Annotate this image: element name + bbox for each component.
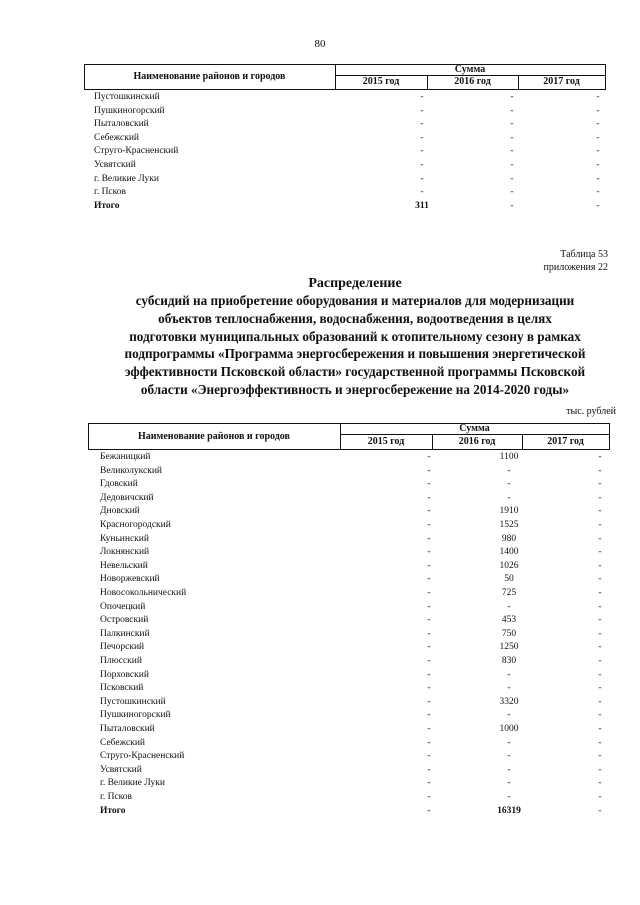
table-row — [0, 683, 640, 696]
value-2017: - — [598, 492, 602, 503]
value-2017: - — [598, 710, 602, 721]
value-2016: - — [510, 200, 514, 211]
value-2017: - — [598, 628, 602, 639]
table-row — [0, 574, 640, 587]
table2-col-name: Наименование районов и городов — [138, 431, 290, 442]
row-name: Итого — [100, 805, 126, 816]
value-2015: - — [420, 119, 424, 130]
value-2016: 16319 — [497, 805, 521, 816]
value-2017: - — [598, 601, 602, 612]
value-2016: 725 — [501, 588, 517, 598]
row-name: Новоржевский — [100, 574, 160, 585]
table2-year-2016: 2016 год — [458, 436, 496, 447]
row-name: Пустошкинский — [94, 92, 160, 102]
table-row — [0, 778, 640, 791]
table-row — [0, 174, 640, 187]
value-2015: - — [427, 751, 431, 762]
value-2015: - — [427, 574, 431, 585]
table-number: Таблица 53 — [560, 249, 608, 260]
value-2017: - — [598, 724, 602, 734]
value-2016: 1400 — [499, 547, 519, 558]
value-2015: - — [427, 533, 431, 544]
table-row — [0, 493, 640, 506]
table-row — [0, 710, 640, 723]
row-name: Пустошкинский — [100, 696, 166, 707]
value-2016: 830 — [501, 656, 517, 666]
value-2016: 1100 — [499, 452, 519, 462]
table2-col-sum: Сумма — [459, 423, 490, 434]
table-row — [0, 133, 640, 146]
row-name: Плюсский — [100, 656, 142, 666]
row-name: Струго-Красненский — [100, 751, 185, 762]
row-name: Невельский — [100, 560, 148, 571]
row-name: Порховский — [100, 669, 149, 680]
value-2017: - — [598, 506, 602, 517]
value-2016: - — [510, 105, 514, 116]
row-name: Себежский — [94, 132, 139, 143]
table-row — [0, 201, 640, 214]
value-2017: - — [598, 547, 602, 558]
value-2015: - — [427, 642, 431, 653]
value-2015: - — [427, 805, 431, 816]
row-name: Дновский — [100, 506, 140, 517]
table1-col-sum: Сумма — [454, 64, 486, 75]
table2-year-2015: 2015 год — [367, 436, 405, 447]
value-2015: - — [427, 683, 431, 694]
value-2015: - — [427, 628, 431, 639]
table1-year-2017: 2017 год — [543, 76, 580, 87]
row-name: Пыталовский — [94, 119, 149, 130]
value-2016: - — [510, 119, 514, 130]
value-2016: 1000 — [499, 724, 519, 734]
value-2015: - — [420, 187, 424, 198]
value-2016: 50 — [504, 574, 514, 585]
table-row — [0, 119, 640, 132]
table-row — [0, 534, 640, 547]
row-name: Псковский — [100, 683, 144, 694]
row-name: Бежаницкий — [100, 452, 151, 462]
value-2016: 1026 — [499, 560, 519, 571]
value-2017: - — [598, 465, 602, 476]
value-2016: - — [507, 778, 511, 789]
table-row — [0, 452, 640, 465]
row-name: Пыталовский — [100, 724, 155, 734]
table1-year-2016: 2016 год — [454, 76, 491, 87]
row-name: Струго-Красненский — [94, 146, 179, 157]
table-row — [0, 106, 640, 119]
row-name: Итого — [94, 200, 120, 211]
value-2017: - — [598, 520, 602, 530]
value-2016: 453 — [501, 615, 517, 626]
value-2015: - — [427, 696, 431, 707]
value-2017: - — [596, 173, 600, 184]
value-2017: - — [598, 656, 602, 666]
value-2016: - — [507, 683, 511, 694]
table-row — [0, 724, 640, 737]
page-number: 80 — [314, 38, 326, 50]
row-name: Великолукский — [100, 465, 163, 476]
value-2016: - — [507, 669, 511, 680]
row-name: Пушкиногорский — [94, 105, 165, 116]
value-2015: - — [427, 764, 431, 775]
value-2016: - — [510, 92, 514, 102]
row-name: Новосокольнический — [100, 588, 187, 598]
value-2016: 980 — [501, 533, 517, 544]
table-row — [0, 629, 640, 642]
subtitle-line: объектов теплоснабжения, водоснабжения, водоотведения в целях — [158, 310, 552, 326]
subtitle-line: эффективности Псковской области» государственной программы Псковской — [124, 364, 586, 380]
value-2015: - — [427, 520, 431, 530]
row-name: Пушкиногорский — [100, 710, 171, 721]
row-name: Локнянский — [100, 547, 150, 558]
table-row — [0, 765, 640, 778]
value-2017: - — [598, 574, 602, 585]
value-2017: - — [598, 683, 602, 694]
row-name: Гдовский — [100, 479, 138, 490]
row-name: Дедовичский — [100, 492, 154, 503]
row-name: Себежский — [100, 737, 145, 748]
value-2015: - — [427, 452, 431, 462]
value-2017: - — [596, 105, 600, 116]
subtitle-line: субсидий на приобретение оборудования и материалов для модернизации — [135, 293, 575, 308]
table-row — [0, 615, 640, 628]
value-2017: - — [598, 642, 602, 653]
table-row — [0, 187, 640, 200]
value-2017: - — [596, 119, 600, 130]
table-row — [0, 547, 640, 560]
value-2017: - — [598, 479, 602, 490]
value-2017: - — [598, 792, 602, 802]
table-row — [0, 160, 640, 173]
row-name: Печорский — [100, 642, 145, 653]
value-2015: 311 — [415, 200, 429, 211]
table2-year-2017: 2017 год — [547, 436, 584, 447]
table1-year-2015: 2015 год — [362, 76, 400, 87]
appendix-label: приложения 22 — [543, 262, 608, 273]
row-name: Куньинский — [100, 533, 149, 544]
value-2016: 3320 — [499, 696, 519, 707]
value-2017: - — [596, 92, 600, 102]
document-subtitle — [0, 292, 640, 399]
value-2015: - — [427, 669, 431, 680]
value-2016: - — [507, 465, 511, 476]
value-2015: - — [427, 601, 431, 612]
table-row — [0, 602, 640, 615]
value-2015: - — [427, 792, 431, 802]
value-2015: - — [420, 146, 424, 157]
value-2016: - — [510, 132, 514, 143]
value-2016: 1525 — [499, 520, 519, 530]
value-2016: - — [510, 160, 514, 170]
value-2015: - — [427, 492, 431, 503]
table-row — [0, 561, 640, 574]
value-2016: - — [507, 601, 511, 612]
table-row — [0, 92, 640, 105]
row-name: Усвятский — [94, 160, 136, 170]
value-2016: - — [507, 751, 511, 762]
value-2015: - — [427, 778, 431, 789]
value-2015: - — [420, 105, 424, 116]
value-2017: - — [596, 187, 600, 198]
value-2015: - — [427, 588, 431, 598]
value-2016: - — [507, 492, 511, 503]
value-2017: - — [598, 737, 602, 748]
value-2016: - — [507, 792, 511, 802]
value-2015: - — [427, 465, 431, 476]
table1-col-name: Наименование районов и городов — [133, 71, 286, 82]
value-2015: - — [420, 92, 424, 102]
value-2017: - — [598, 533, 602, 544]
table-row — [0, 520, 640, 533]
value-2017: - — [598, 751, 602, 762]
value-2015: - — [420, 132, 424, 143]
row-name: Опочецкий — [100, 601, 146, 612]
table-row — [0, 479, 640, 492]
table-row — [0, 670, 640, 683]
value-2017: - — [598, 778, 602, 789]
row-name: Красногородский — [100, 520, 171, 530]
table-row — [0, 656, 640, 669]
value-2016: - — [510, 187, 514, 198]
value-2017: - — [598, 805, 602, 816]
value-2015: - — [427, 615, 431, 626]
value-2016: - — [507, 764, 511, 775]
value-2015: - — [427, 506, 431, 517]
table-row — [0, 697, 640, 710]
value-2015: - — [427, 560, 431, 571]
row-name: г. Псков — [94, 187, 127, 198]
value-2017: - — [598, 560, 602, 571]
table-row — [0, 588, 640, 601]
value-2016: 750 — [501, 628, 517, 639]
value-2015: - — [427, 724, 431, 734]
table-row — [0, 738, 640, 751]
value-2015: - — [427, 656, 431, 666]
value-2016: - — [507, 737, 511, 748]
row-name: г. Великие Луки — [100, 778, 165, 789]
subtitle-line: подпрограммы «Программа энергосбережения и повышения энергетической — [124, 346, 586, 362]
table-label — [544, 248, 608, 274]
value-2017: - — [596, 132, 600, 143]
row-name: Островский — [100, 615, 149, 626]
value-2016: - — [507, 479, 511, 490]
value-2017: - — [598, 452, 602, 462]
value-2017: - — [598, 696, 602, 707]
row-name: Усвятский — [100, 764, 142, 775]
value-2015: - — [420, 160, 424, 170]
value-2017: - — [596, 146, 600, 157]
table-row — [0, 751, 640, 764]
value-2015: - — [427, 737, 431, 748]
subtitle-line: области «Энергоэффективность и энергосбережение на 2014-2020 годы» — [140, 381, 570, 397]
value-2016: - — [510, 146, 514, 157]
value-2017: - — [598, 588, 602, 598]
value-2017: - — [598, 764, 602, 775]
row-name: г. Псков — [100, 792, 133, 802]
unit-label: тыс. рублей — [566, 406, 616, 417]
value-2015: - — [427, 547, 431, 558]
value-2017: - — [596, 200, 600, 211]
value-2017: - — [598, 615, 602, 626]
value-2017: - — [598, 669, 602, 680]
value-2016: 1250 — [499, 642, 519, 653]
value-2015: - — [427, 479, 431, 490]
row-name: Палкинский — [100, 628, 150, 639]
value-2016: - — [507, 710, 511, 721]
value-2016: 1910 — [499, 506, 519, 517]
value-2015: - — [420, 173, 424, 184]
value-2017: - — [596, 160, 600, 170]
table-row — [0, 806, 640, 819]
table-row — [0, 642, 640, 655]
value-2015: - — [427, 710, 431, 721]
value-2016: - — [510, 173, 514, 184]
table-row — [0, 466, 640, 479]
document-title: Распределение — [308, 276, 402, 291]
table-row — [0, 506, 640, 519]
subtitle-line: подготовки муниципальных образований к отопительному сезону в рамках — [129, 328, 581, 344]
table-row — [0, 146, 640, 159]
table-row — [0, 792, 640, 805]
row-name: г. Великие Луки — [94, 173, 159, 184]
